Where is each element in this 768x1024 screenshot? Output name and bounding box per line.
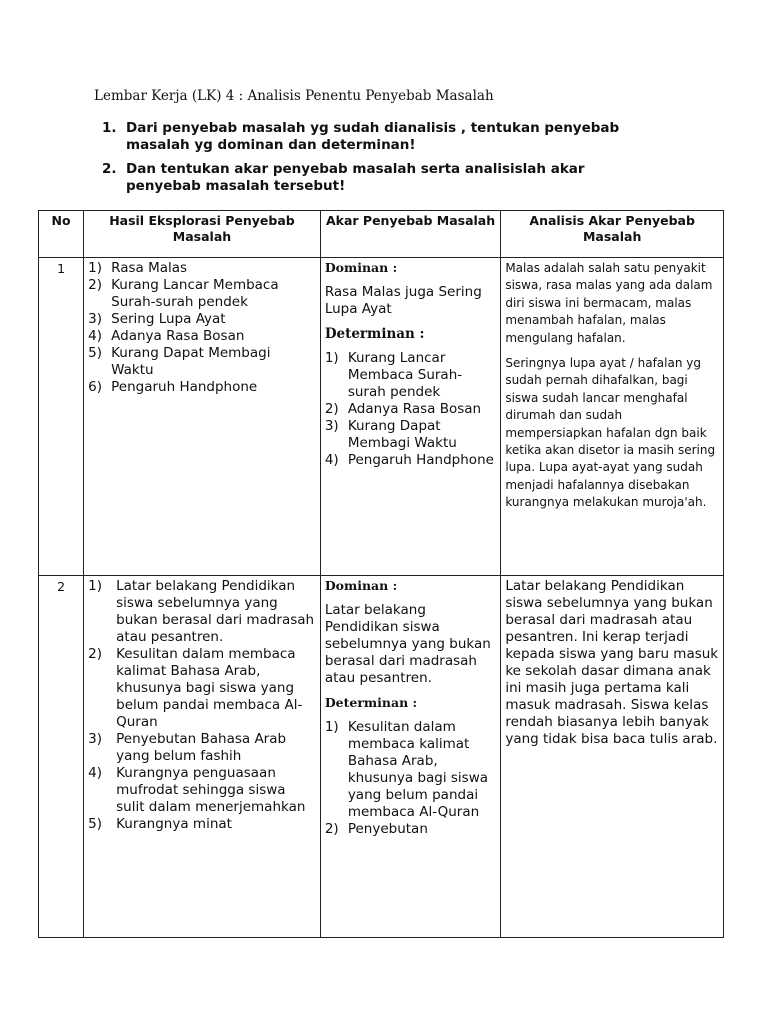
hasil-cell <box>84 258 321 576</box>
analisis-cell <box>501 576 724 938</box>
analisis-paragraph: Malas adalah salah satu penyakit siswa, rasa malas yang ada dalam diri siswa ini bermacam, malas menambah hafalan, malas mengulang hafalan. <box>505 261 713 345</box>
akar-cell <box>320 258 501 576</box>
list-item: 1) Latar belakang Pendidikan siswa sebelumnya yang bukan berasal dari madrasah atau pesantren. <box>88 578 315 645</box>
akar-cell <box>320 576 501 938</box>
header-analisis: Analisis Akar Penyebab Masalah <box>501 211 724 258</box>
header-no: No <box>39 211 84 258</box>
list-item: 4) Adanya Rasa Bosan <box>88 328 245 344</box>
table-row <box>39 576 724 938</box>
analysis-table <box>38 210 724 938</box>
dominan-label: Dominan : <box>324 578 398 593</box>
list-item: 3) Sering Lupa Ayat <box>88 311 226 327</box>
hasil-list <box>88 260 316 396</box>
header-hasil: Hasil Eksplorasi Penyebab Masalah <box>84 211 321 258</box>
list-item: 5) Kurang Dapat Membagi Waktu <box>88 345 271 378</box>
determinan-label: Determinan : <box>324 326 425 342</box>
list-item: 2) Kurang Lancar Membaca Surah-surah pendek <box>88 277 279 310</box>
instruction-1 <box>102 120 662 154</box>
list-item: 4) Kurangnya penguasaan mufrodat sehingga siswa sulit dalam menerjemahkan <box>88 765 306 815</box>
table-row <box>39 258 724 576</box>
row-number: 2 <box>39 576 84 938</box>
list-item: 5) Kurangnya minat <box>88 816 232 832</box>
instruction-text: Dan tentukan akar penyebab masalah serta analisislah akar penyebab masalah tersebut! <box>126 161 585 194</box>
hasil-cell <box>84 576 321 938</box>
hasil-list <box>88 578 316 833</box>
list-item: 3) Penyebutan Bahasa Arab yang belum fashih <box>88 731 287 764</box>
row-number: 1 <box>39 258 84 576</box>
analisis-paragraph: Seringnya lupa ayat / hafalan yg sudah pernah dihafalkan, bagi siswa sudah lancar menghafal dirumah dan sudah mempersiapkan hafalan dgn baik ketika akan disetor ia masih sering lupa. Lupa ayat-ayat yang sudah menjadi hafalannya disebakan kurangnya melakukan muroja'ah. <box>505 356 716 510</box>
list-item: 2) Adanya Rasa Bosan <box>324 401 482 417</box>
list-item: 1) Rasa Malas <box>88 260 188 276</box>
instruction-number: 1. <box>102 120 117 136</box>
table-header-row <box>39 211 724 258</box>
page-title: Lembar Kerja (LK) 4 : Analisis Penentu Penyebab Masalah <box>94 88 494 104</box>
analisis-paragraph: Latar belakang Pendidikan siswa sebelumnya yang bukan berasal dari madrasah atau pesantren. Ini kerap terjadi kepada siswa yang baru masuk ke sekolah dasar dimana anak ini masih juga pertama kali masuk madrasah. Siswa kelas rendah biasanya lebih banyak yang tidak bisa baca tulis arab. <box>505 578 719 747</box>
dominan-text: Latar belakang Pendidikan siswa sebelumnya yang bukan berasal dari madrasah atau pesantren. <box>324 602 491 686</box>
instruction-number: 2. <box>102 161 117 177</box>
list-item: 1) Kesulitan dalam membaca kalimat Bahasa Arab, khusunya bagi siswa yang belum pandai membaca Al-Quran <box>324 719 489 820</box>
determinan-list <box>325 719 497 838</box>
header-akar: Akar Penyebab Masalah <box>320 211 501 258</box>
list-item: 2) Penyebutan <box>324 821 428 837</box>
dominan-label: Dominan : <box>324 260 398 275</box>
determinan-list <box>325 350 497 469</box>
list-item: 6) Pengaruh Handphone <box>88 379 258 395</box>
list-item: 3) Kurang Dapat Membagi Waktu <box>324 418 457 451</box>
instruction-2 <box>102 161 662 195</box>
list-item: 4) Pengaruh Handphone <box>324 452 494 468</box>
analisis-cell <box>501 258 724 576</box>
list-item: 1) Kurang Lancar Membaca Surah-surah pendek <box>324 350 463 400</box>
determinan-label: Determinan : <box>324 695 418 710</box>
list-item: 2) Kesulitan dalam membaca kalimat Bahasa Arab, khusunya bagi siswa yang belum pandai membaca Al-Quran <box>88 646 303 730</box>
instruction-text: Dari penyebab masalah yg sudah dianalisis , tentukan penyebab masalah yg dominan dan determinan! <box>126 120 620 153</box>
dominan-text: Rasa Malas juga Sering Lupa Ayat <box>324 284 482 317</box>
